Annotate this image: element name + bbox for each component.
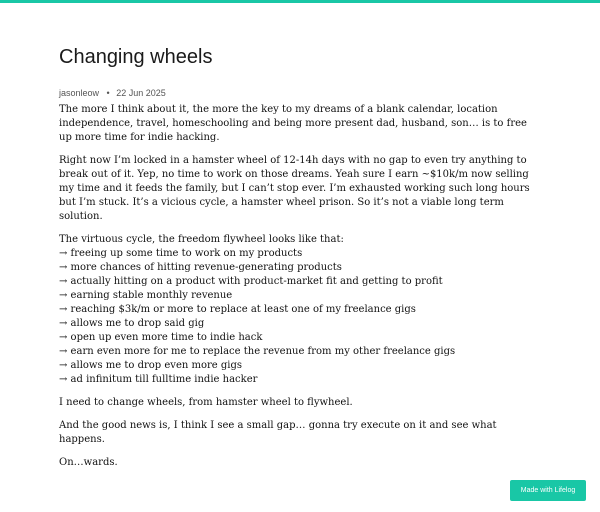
paragraph-3: I need to change wheels, from hamster wheel to flywheel. [59,397,353,408]
post-body [59,103,541,470]
list-item: → earn even more for me to replace the revenue from my other freelance gigs [59,346,456,357]
paragraph-5: On…wards. [59,457,118,468]
paragraph-1: The more I think about it, the more the key to my dreams of a blank calendar, location independence, travel, homeschooling and being more present dad, husband, son… is to free up more time for indie hacking. [59,104,527,143]
top-accent-bar [0,0,600,3]
paragraph-4: And the good news is, I think I see a small gap… gonna try execute on it and see what happens. [59,420,497,445]
list-item: → ad infinitum till fulltime indie hacker [59,374,258,385]
list-item: → earning stable monthly revenue [59,290,233,301]
meta-separator: • [106,88,110,98]
list-item: → actually hitting on a product with product-market fit and getting to profit [59,276,443,287]
list-item: → allows me to drop said gig [59,318,205,329]
made-with-lifelog-button[interactable]: Made with Lifelog [510,480,586,501]
list-item: → allows me to drop even more gigs [59,360,243,371]
list-intro: The virtuous cycle, the freedom flywheel looks like that: [59,234,344,245]
flywheel-list [59,247,541,387]
post-meta [59,88,541,99]
list-item: → more chances of hitting revenue-generating products [59,262,342,273]
paragraph-2: Right now I’m locked in a hamster wheel of 12-14h days with no gap to even try anything to break out of it. Yep, no time to work on those dreams. Yeah sure I earn ~$10k/m now selling my time and it feeds the family, but I can’t stop ever. I’m exhausted working such long hours but I’m stuck. It’s a vicious cycle, a hamster wheel prison. So it’s not a viable long term solution. [59,155,530,222]
author-name[interactable]: jasonleow [59,88,100,98]
flywheel-section [59,233,541,387]
post-container [59,43,541,479]
list-item: → open up even more time to indie hack [59,332,263,343]
post-title: Changing wheels [59,46,213,68]
list-item: → reaching $3k/m or more to replace at least one of my freelance gigs [59,304,416,315]
post-date: 22 Jun 2025 [116,88,166,98]
list-item: → freeing up some time to work on my products [59,248,303,259]
